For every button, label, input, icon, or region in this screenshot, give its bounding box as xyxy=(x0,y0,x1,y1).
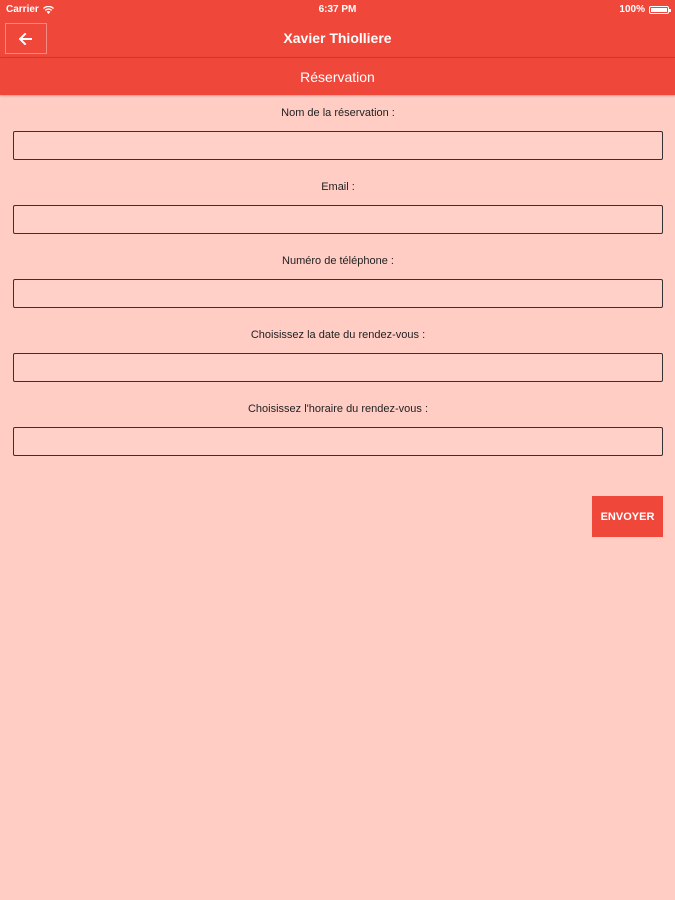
top-bar xyxy=(0,0,675,57)
name-input[interactable] xyxy=(13,131,663,160)
status-time: 6:37 PM xyxy=(318,4,357,15)
time-input[interactable] xyxy=(13,427,663,456)
date-label: Choisissez la date du rendez-vous : xyxy=(250,329,426,341)
status-battery xyxy=(619,4,669,15)
phone-field-group xyxy=(13,254,663,328)
battery-percent: 100% xyxy=(619,4,645,15)
time-field-group xyxy=(13,402,663,476)
date-input[interactable] xyxy=(13,353,663,382)
email-field-group xyxy=(13,180,663,254)
phone-input[interactable] xyxy=(13,279,663,308)
email-input[interactable] xyxy=(13,205,663,234)
carrier-label: Carrier xyxy=(6,4,39,15)
email-label: Email : xyxy=(321,181,355,193)
reservation-form xyxy=(13,106,663,476)
section-title: Réservation xyxy=(300,69,375,85)
nav-bar xyxy=(0,20,675,57)
send-button[interactable]: ENVOYER xyxy=(592,496,663,537)
nav-title: Xavier Thiolliere xyxy=(283,30,392,46)
section-header xyxy=(0,57,675,95)
time-label: Choisissez l'horaire du rendez-vous : xyxy=(247,403,429,415)
date-field-group xyxy=(13,328,663,402)
name-field-group xyxy=(13,106,663,180)
name-label: Nom de la réservation : xyxy=(281,107,395,119)
battery-icon xyxy=(649,6,669,14)
phone-label: Numéro de téléphone : xyxy=(282,255,394,267)
status-bar xyxy=(0,0,675,20)
